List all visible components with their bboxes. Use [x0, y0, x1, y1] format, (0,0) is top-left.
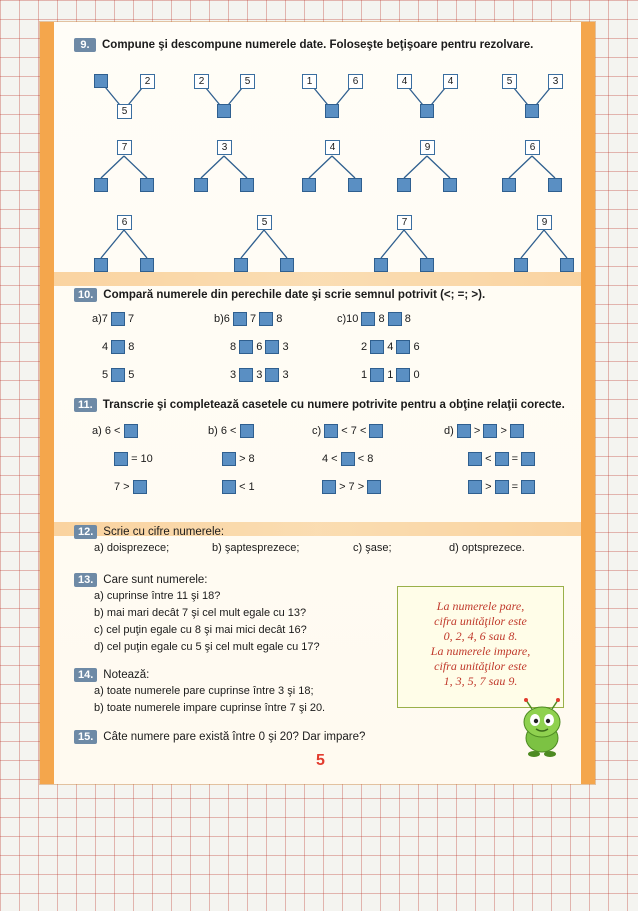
compare-b-1: b)6 7 8 — [214, 312, 283, 325]
answer-box[interactable] — [194, 178, 208, 192]
relation-c-2: 4 < < 8 — [322, 452, 374, 465]
answer-box[interactable] — [495, 480, 509, 494]
given-number: 3 — [217, 140, 232, 155]
answer-box[interactable] — [124, 424, 138, 438]
given-number: 5 — [502, 74, 517, 89]
sign-box[interactable] — [265, 368, 279, 382]
compare-a-3: 5 5 — [102, 368, 135, 381]
answer-box[interactable] — [443, 178, 457, 192]
answer-box[interactable] — [420, 104, 434, 118]
answer-box[interactable] — [514, 258, 528, 272]
given-number: 2 — [194, 74, 209, 89]
given-number: 5 — [117, 104, 132, 119]
compare-b-3: 3 3 3 — [230, 368, 289, 381]
answer-box[interactable] — [367, 480, 381, 494]
ex12-item-b: b) şaptesprezece; — [212, 542, 300, 554]
exercise-number: 14. — [74, 668, 97, 682]
compare-a-2: 4 8 — [102, 340, 135, 353]
compare-c-2: 2 4 6 — [361, 340, 420, 353]
given-number: 4 — [443, 74, 458, 89]
diagram-8 — [309, 156, 355, 178]
given-number: 9 — [420, 140, 435, 155]
answer-box[interactable] — [341, 452, 355, 466]
page-number: 5 — [316, 752, 325, 769]
answer-box[interactable] — [94, 178, 108, 192]
sign-box[interactable] — [259, 312, 273, 326]
answer-box[interactable] — [560, 258, 574, 272]
ex12-item-a: a) doisprezece; — [94, 542, 170, 554]
note-line: La numerele pare, — [436, 599, 525, 613]
exercise-text: Notează: — [103, 669, 150, 681]
answer-box[interactable] — [348, 178, 362, 192]
sign-box[interactable] — [111, 368, 125, 382]
relation-d-3: > = — [468, 480, 535, 494]
answer-box[interactable] — [133, 480, 147, 494]
answer-box[interactable] — [468, 452, 482, 466]
answer-box[interactable] — [325, 104, 339, 118]
exercise-13-title — [74, 573, 208, 587]
workbook-page — [40, 22, 595, 784]
sign-box[interactable] — [239, 368, 253, 382]
answer-box[interactable] — [420, 258, 434, 272]
answer-box[interactable] — [222, 480, 236, 494]
ex13-item-d: d) cel puţin egale cu 5 şi cel mult egale cu 17? — [94, 641, 320, 653]
given-number: 6 — [525, 140, 540, 155]
answer-box[interactable] — [374, 258, 388, 272]
ex13-item-b: b) mai mari decât 7 şi cel mult egale cu 13? — [94, 607, 307, 619]
ex13-item-c: c) cel puţin egale cu 8 şi mai mici decât 16? — [94, 624, 307, 636]
given-number: 5 — [240, 74, 255, 89]
exercise-12-title — [74, 525, 224, 539]
answer-box[interactable] — [240, 424, 254, 438]
relation-b-2: > 8 — [222, 452, 255, 466]
note-line: cifra unităţilor este — [434, 614, 527, 628]
sign-box[interactable] — [370, 368, 384, 382]
answer-box[interactable] — [140, 258, 154, 272]
answer-box[interactable] — [280, 258, 294, 272]
diagram-9 — [404, 156, 450, 178]
given-number: 6 — [117, 215, 132, 230]
given-number: 1 — [302, 74, 317, 89]
given-number: 9 — [537, 215, 552, 230]
answer-box[interactable] — [240, 178, 254, 192]
answer-box[interactable] — [302, 178, 316, 192]
exercise-14-title — [74, 668, 149, 682]
answer-box[interactable] — [510, 424, 524, 438]
answer-box[interactable] — [324, 424, 338, 438]
relation-a-3: 7 > — [114, 480, 147, 494]
relation-a-1: a) 6 < — [92, 424, 138, 438]
note-line: La numerele impare, — [430, 644, 531, 658]
exercise-text: Câte numere pare există între 0 şi 20? Dar impare? — [103, 731, 366, 743]
ex14-item-b: b) toate numerele impare cuprinse între 7 şi 20. — [94, 702, 326, 714]
relation-c-3: > 7 > — [322, 480, 381, 494]
given-number: 6 — [348, 74, 363, 89]
diagram-10 — [509, 156, 555, 178]
sign-box[interactable] — [388, 312, 402, 326]
answer-box[interactable] — [369, 424, 383, 438]
diagram-11 — [101, 230, 147, 258]
sign-box[interactable] — [396, 368, 410, 382]
relation-b-3: < 1 — [222, 480, 255, 494]
sign-box[interactable] — [265, 340, 279, 354]
exercise-number: 12. — [74, 525, 97, 539]
ex12-item-d: d) optsprezece. — [449, 542, 525, 554]
answer-box[interactable] — [397, 178, 411, 192]
answer-box[interactable] — [234, 258, 248, 272]
answer-box[interactable] — [94, 258, 108, 272]
relation-c-1: c) < 7 < — [312, 424, 383, 438]
exercise-number: 15. — [74, 730, 97, 744]
compare-c-3: 1 1 0 — [361, 368, 420, 381]
relation-d-1: d) > > — [444, 424, 524, 438]
exercise-text: Care sunt numerele: — [103, 574, 208, 586]
answer-box[interactable] — [114, 452, 128, 466]
exercise-text: Compune şi descompune numerele date. Foloseşte beţişoare pentru rezolvare. — [102, 39, 534, 51]
answer-box[interactable] — [140, 178, 154, 192]
answer-box[interactable] — [217, 104, 231, 118]
answer-box[interactable] — [94, 74, 108, 88]
sign-box[interactable] — [239, 340, 253, 354]
note-line: 0, 2, 4, 6 sau 8. — [443, 629, 518, 643]
answer-box[interactable] — [457, 424, 471, 438]
exercise-9-title — [74, 38, 533, 52]
answer-box[interactable] — [468, 480, 482, 494]
exercise-text: Transcrie şi completează casetele cu numere potrivite pentru a obţine relaţii corecte. — [102, 399, 565, 411]
exercise-number: 9. — [74, 38, 96, 52]
exercise-text: Scrie cu cifre numerele: — [103, 526, 225, 538]
answer-box[interactable] — [525, 104, 539, 118]
given-number: 4 — [325, 140, 340, 155]
relation-a-2: = 10 — [114, 452, 153, 466]
compare-b-2: 8 6 3 — [230, 340, 289, 353]
rule-note — [397, 586, 564, 708]
diagram-13 — [381, 230, 427, 258]
given-number: 7 — [117, 140, 132, 155]
answer-box[interactable] — [483, 424, 497, 438]
exercise-text: Compară numerele din perechile date şi scrie semnul potrivit (<; =; >). — [103, 289, 486, 301]
diagram-12 — [241, 230, 287, 258]
given-number: 3 — [548, 74, 563, 89]
note-line: cifra unităţilor este — [434, 659, 527, 673]
answer-box[interactable] — [548, 178, 562, 192]
note-line: 1, 3, 5, 7 sau 9. — [443, 674, 518, 688]
sign-box[interactable] — [361, 312, 375, 326]
ex13-item-a: a) cuprinse între 11 şi 18? — [94, 590, 221, 602]
given-number: 2 — [140, 74, 155, 89]
diagram-7 — [201, 156, 247, 178]
exercise-number: 10. — [74, 288, 97, 302]
ex14-item-a: a) toate numerele pare cuprinse între 3 şi 18; — [94, 685, 314, 697]
answer-box[interactable] — [322, 480, 336, 494]
alien-mascot-icon — [512, 698, 572, 760]
sign-box[interactable] — [396, 340, 410, 354]
ex12-item-c: c) şase; — [353, 542, 392, 554]
exercise-11-title — [74, 398, 565, 412]
answer-box[interactable] — [222, 452, 236, 466]
sign-box[interactable] — [111, 312, 125, 326]
compare-c-1: c)10 8 8 — [337, 312, 411, 325]
relation-b-1: b) 6 < — [208, 424, 254, 438]
exercise-number: 11. — [74, 398, 97, 412]
given-number: 5 — [257, 215, 272, 230]
exercise-15-title — [74, 730, 365, 744]
diagram-6 — [101, 156, 147, 178]
sign-box[interactable] — [370, 340, 384, 354]
given-number: 4 — [397, 74, 412, 89]
diagram-14 — [521, 230, 567, 258]
exercise-number: 13. — [74, 573, 97, 587]
answer-box[interactable] — [502, 178, 516, 192]
decomposition-diagrams — [54, 58, 581, 278]
answer-box[interactable] — [495, 452, 509, 466]
exercise-10-title — [74, 288, 485, 302]
relation-d-2: < = — [468, 452, 535, 466]
answer-box[interactable] — [521, 480, 535, 494]
sign-box[interactable] — [111, 340, 125, 354]
sign-box[interactable] — [233, 312, 247, 326]
compare-a-1: a)7 7 — [92, 312, 135, 325]
given-number: 7 — [397, 215, 412, 230]
answer-box[interactable] — [521, 452, 535, 466]
